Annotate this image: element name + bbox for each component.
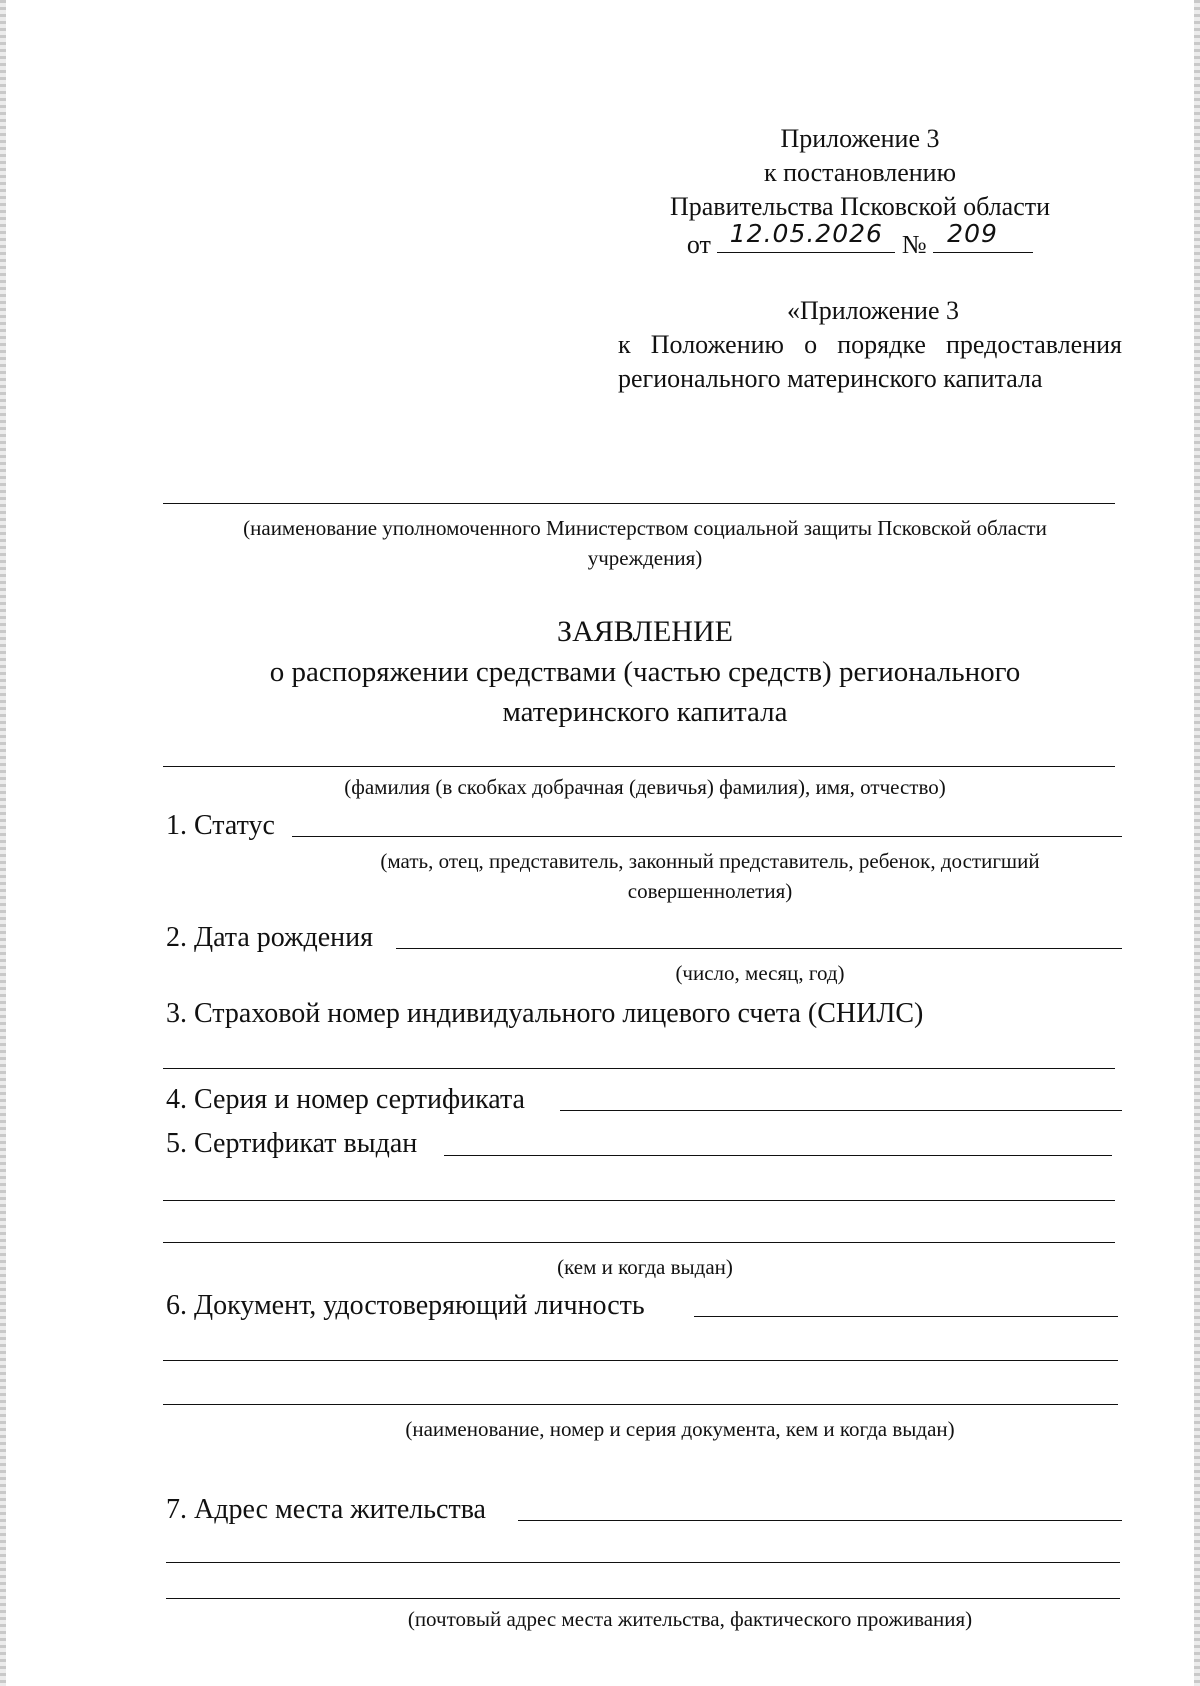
resolution-header: [640, 122, 1080, 262]
status-line: [292, 836, 1122, 837]
identity-document-line2: [163, 1360, 1118, 1361]
certificate-issued-caption: (кем и когда выдан): [557, 1255, 733, 1279]
full-name-line: [163, 766, 1115, 767]
address-line1: [518, 1520, 1122, 1521]
handwritten-number: 209: [947, 219, 998, 248]
header-resolution-line: к постановлению: [763, 158, 957, 187]
institution-caption-line1: (наименование уполномоченного Министерством социальной защиты Псковской области: [243, 516, 1047, 540]
certificate-issued-line2: [163, 1200, 1115, 1201]
address-line2: [166, 1562, 1120, 1563]
scan-edge-right: [1194, 0, 1200, 1686]
certificate-issued-line3: [163, 1242, 1115, 1243]
certificate-issued-label: 5. Сертификат выдан: [166, 1128, 418, 1159]
appendix-regulation-line: к Положению о порядке предоставления: [618, 330, 1122, 359]
header-appendix-line: Приложение 3: [780, 124, 940, 153]
date-field: [717, 219, 895, 253]
certificate-number-label: 4. Серия и номер сертификата: [166, 1084, 525, 1115]
full-name-caption: (фамилия (в скобках добрачная (девичья) фамилия), имя, отчество): [344, 775, 946, 799]
identity-document-caption: (наименование, номер и серия документа, кем и когда выдан): [405, 1417, 955, 1441]
scan-edge-left: [0, 0, 6, 1686]
certificate-number-line: [560, 1110, 1122, 1111]
title-subtitle-line1: о распоряжении средствами (частью средств) регионального: [269, 656, 1021, 688]
title-subtitle-line2: материнского капитала: [502, 696, 788, 728]
address-line3: [166, 1598, 1120, 1599]
status-caption-line1: (мать, отец, представитель, законный представитель, ребенок, достигший: [380, 849, 1040, 873]
identity-document-label: 6. Документ, удостоверяющий личность: [166, 1290, 645, 1321]
institution-caption-line2: учреждения): [587, 546, 703, 570]
number-sign: №: [901, 230, 927, 259]
regulation-appendix-block: [618, 294, 1122, 396]
certificate-issued-line1: [444, 1155, 1112, 1156]
identity-document-line3: [163, 1404, 1118, 1405]
institution-caption: [150, 513, 1140, 573]
birth-date-label: 2. Дата рождения: [166, 922, 373, 953]
appendix-capital-line: регионального материнского капитала: [618, 364, 1043, 393]
header-government-line: Правительства Псковской области: [669, 192, 1051, 221]
handwritten-date: 12.05.2026: [729, 219, 883, 248]
birth-date-line: [396, 948, 1122, 949]
identity-document-line1: [694, 1316, 1118, 1317]
address-caption: (почтовый адрес места жительства, фактического проживания): [407, 1607, 973, 1631]
number-field: [933, 219, 1033, 253]
date-prefix: от: [686, 230, 711, 259]
status-caption-line2: совершеннолетия): [627, 879, 793, 903]
header-date-number-line: [640, 219, 1080, 262]
status-label: 1. Статус: [166, 810, 275, 841]
status-caption: [300, 846, 1120, 906]
birth-date-caption: (число, месяц, год): [675, 961, 845, 985]
snils-line: [163, 1068, 1115, 1069]
title-main: ЗАЯВЛЕНИЕ: [557, 615, 733, 648]
institution-name-line: [163, 503, 1115, 504]
address-label: 7. Адрес места жительства: [166, 1494, 486, 1525]
appendix-line: «Приложение 3: [786, 296, 960, 325]
snils-label: 3. Страховой номер индивидуального лицевого счета (СНИЛС): [166, 998, 924, 1029]
document-title: [150, 612, 1140, 732]
